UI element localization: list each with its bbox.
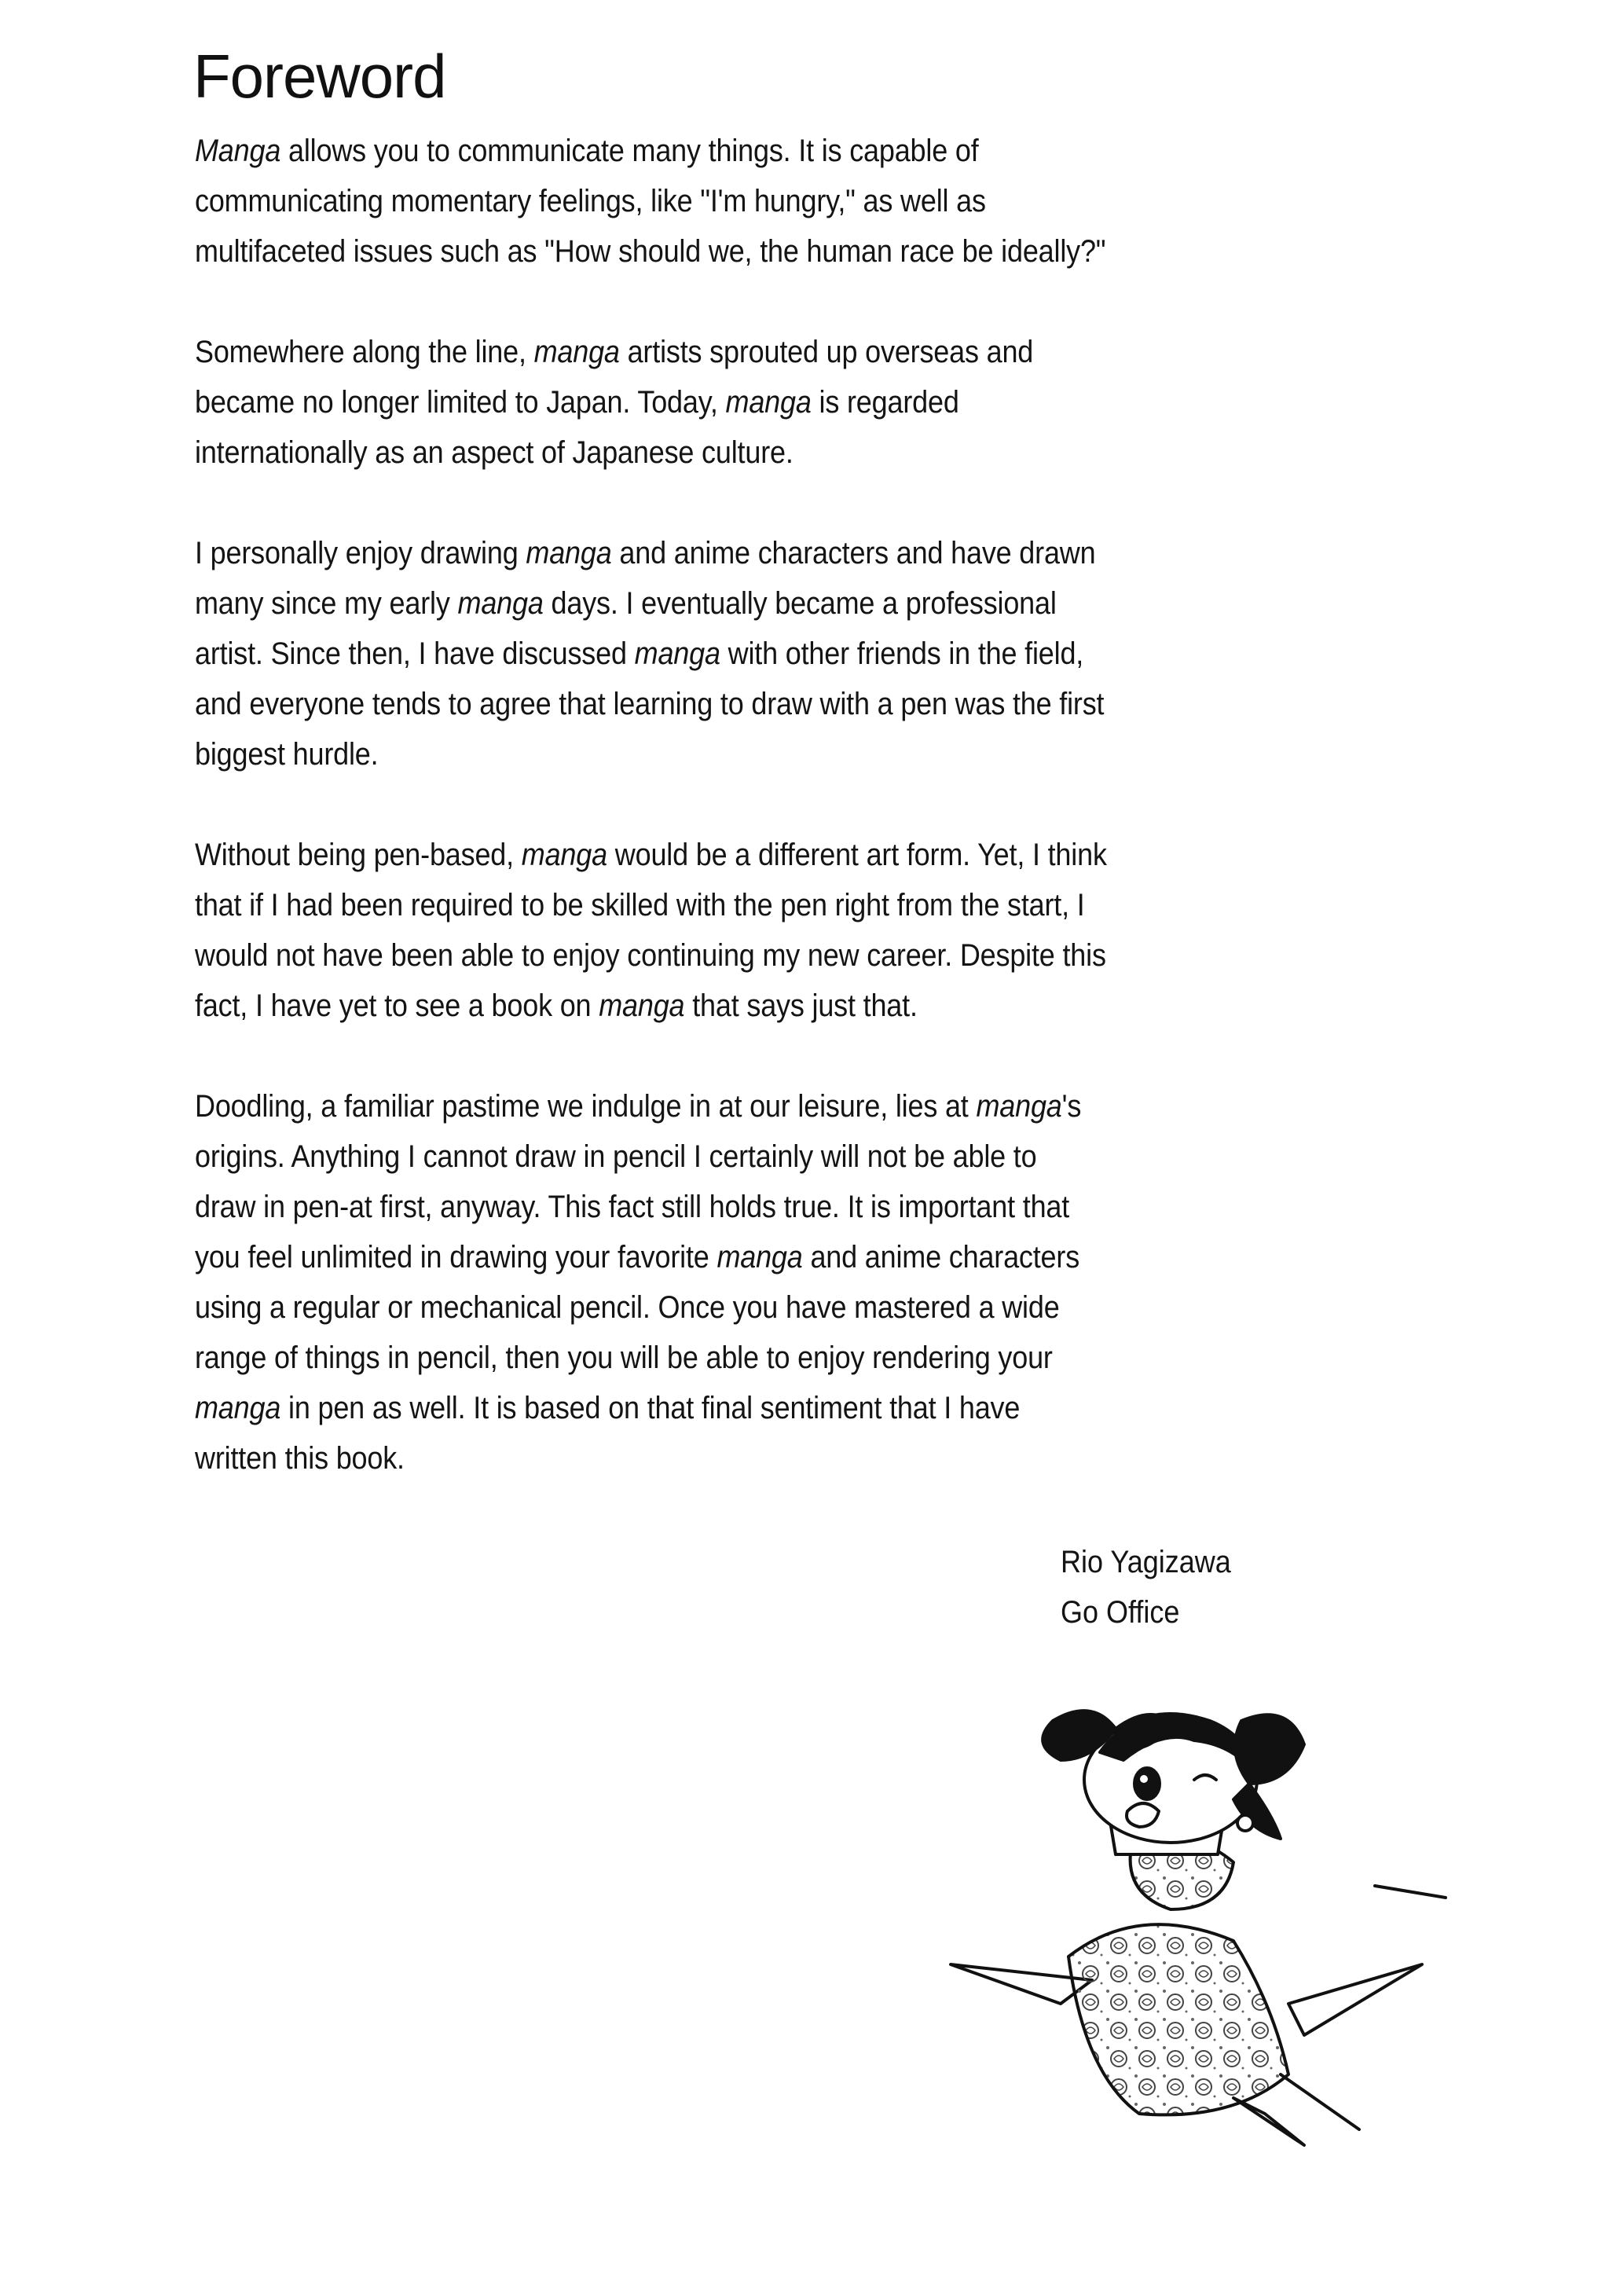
- text-run: range of things in pencil, then you will be able to enjoy rendering your: [195, 1341, 1053, 1375]
- foreword-paragraph: [195, 1081, 1213, 1484]
- emphasis-text: manga: [725, 385, 812, 420]
- text-run: would be a different art form. Yet, I think: [607, 838, 1107, 872]
- text-run: allows you to communicate many things. It is capable of: [280, 134, 979, 168]
- text-line: [195, 830, 1213, 880]
- text-line: [195, 427, 1213, 478]
- text-line: [195, 729, 1213, 779]
- text-run: communicating momentary feelings, like "I'm hungry," as well as: [195, 184, 986, 218]
- text-line: [195, 126, 1213, 176]
- text-run: is regarded: [811, 385, 959, 420]
- text-line: [195, 930, 1213, 981]
- text-line: [195, 1282, 1213, 1333]
- text-run: would not have been able to enjoy continuing my new career. Despite this: [195, 938, 1106, 973]
- text-run: artist. Since then, I have discussed: [195, 636, 635, 671]
- text-run: many since my early: [195, 586, 458, 621]
- text-run: biggest hurdle.: [195, 737, 379, 772]
- text-line: [195, 1333, 1213, 1383]
- text-line: [195, 1383, 1213, 1433]
- text-run: and anime characters and have drawn: [611, 536, 1096, 570]
- emphasis-text: manga: [976, 1089, 1062, 1124]
- emphasis-text: manga: [521, 838, 607, 872]
- emphasis-text: manga: [599, 988, 685, 1023]
- text-run: with other friends in the field,: [720, 636, 1084, 671]
- author-name: Rio Yagizawa: [1061, 1545, 1231, 1579]
- emphasis-text: manga: [195, 1391, 281, 1425]
- text-line: [195, 1131, 1213, 1182]
- text-run: I personally enjoy drawing: [195, 536, 526, 570]
- text-run: and anime characters: [802, 1240, 1080, 1275]
- text-line: [195, 226, 1213, 277]
- text-line: [195, 1182, 1213, 1232]
- text-run: fact, I have yet to see a book on: [195, 988, 599, 1023]
- text-run: using a regular or mechanical pencil. Once you have mastered a wide: [195, 1290, 1060, 1325]
- foreword-paragraph: [195, 528, 1213, 779]
- emphasis-text: manga: [526, 536, 612, 570]
- text-line: [195, 679, 1213, 729]
- text-run: that if I had been required to be skilled with the pen right from the start, I: [195, 888, 1085, 922]
- text-line: [195, 981, 1213, 1031]
- text-run: Doodling, a familiar pastime we indulge in at our leisure, lies at: [195, 1089, 977, 1124]
- emphasis-text: manga: [717, 1240, 803, 1275]
- text-run: multifaceted issues such as "How should we, the human race be ideally?": [195, 234, 1106, 269]
- text-run: days. I eventually became a professional: [543, 586, 1057, 621]
- text-run: draw in pen-at first, anyway. This fact still holds true. It is important that: [195, 1190, 1070, 1224]
- emphasis-text: manga: [533, 335, 620, 369]
- author-organization: Go Office: [1061, 1595, 1180, 1630]
- foreword-body: [195, 126, 1213, 1534]
- text-run: written this book.: [195, 1441, 405, 1476]
- text-run: became no longer limited to Japan. Today,: [195, 385, 726, 420]
- text-run: in pen as well. It is based on that final sentiment that I have: [280, 1391, 1021, 1425]
- text-line: [195, 880, 1213, 930]
- foreword-paragraph: [195, 830, 1213, 1031]
- text-run: Somewhere along the line,: [195, 335, 534, 369]
- text-run: origins. Anything I cannot draw in pencil I certainly will not be able to: [195, 1139, 1037, 1174]
- text-line: [195, 528, 1213, 578]
- emphasis-text: Manga: [195, 134, 281, 168]
- text-line: [195, 1081, 1213, 1131]
- text-run: internationally as an aspect of Japanese culture.: [195, 435, 794, 470]
- page-title: Foreword: [193, 42, 446, 111]
- text-line: [195, 629, 1213, 679]
- text-line: [195, 176, 1213, 226]
- foreword-paragraph: [195, 126, 1213, 277]
- emphasis-text: manga: [634, 636, 720, 671]
- text-run: artists sprouted up overseas and: [619, 335, 1034, 369]
- text-line: [195, 327, 1213, 377]
- signature-block: [1061, 1537, 1231, 1638]
- text-run: you feel unlimited in drawing your favorite: [195, 1240, 717, 1275]
- text-run: 's: [1061, 1089, 1082, 1124]
- chibi-girl-illustration: [935, 1705, 1485, 2169]
- text-line: [195, 377, 1213, 427]
- text-run: Without being pen-based,: [195, 838, 522, 872]
- text-line: [195, 1433, 1213, 1484]
- foreword-paragraph: [195, 327, 1213, 478]
- text-line: [195, 1232, 1213, 1282]
- emphasis-text: manga: [457, 586, 544, 621]
- text-line: [195, 578, 1213, 629]
- text-run: that says just that.: [684, 988, 918, 1023]
- text-run: and everyone tends to agree that learning to draw with a pen was the first: [195, 687, 1105, 721]
